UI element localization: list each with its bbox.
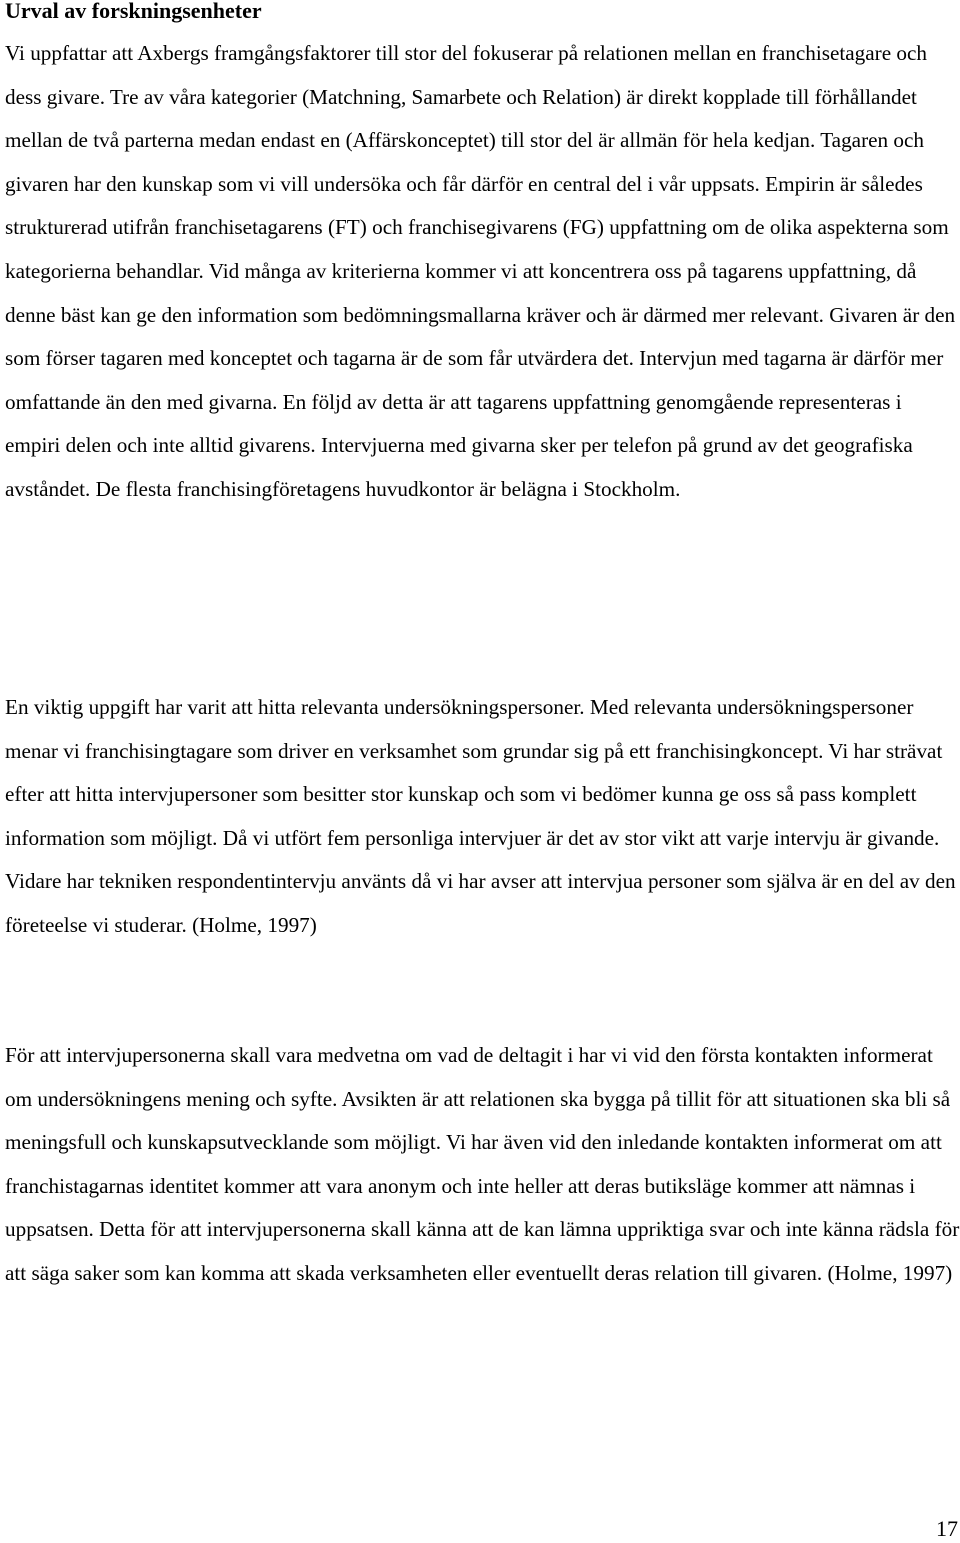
paragraph-ethics: För att intervjupersonerna skall vara medvetna om vad de deltagit i har vi vid den första kontakten informerat om undersökningens mening och syfte. Avsikten är att relationen ska bygga på tillit för att situationen ska bli så meningsfull och kunskapsutvecklande som möjligt. Vi har även vid den inledande kontakten informerat om att franchistagarnas identitet kommer att vara anonym och inte heller att deras butiksläge kommer att nämnas i uppsatsen. Detta för att intervjupersonerna skall känna att de kan lämna uppriktiga svar och inte känna rädsla för att säga saker som kan komma att skada verksamheten eller eventuellt deras relation till givaren. (Holme, 1997) xyxy=(5,1043,960,1285)
page-number: 17 xyxy=(936,1516,958,1541)
section-heading: Urval av forskningsenheter xyxy=(5,0,262,23)
paragraph-candidate-selection: Vi uppfattar att Axbergs framgångsfaktorer till stor del fokuserar på relationen mellan en franchisetagare och dess givare. Tre av våra kategorier (Matchning, Samarbete och Relation) är direkt kopplade till förhållandet mellan de två parterna medan endast en (Affärskonceptet) till stor del är allmän för hela kedjan. Tagaren och givaren har den kunskap som vi vill undersöka och får därför en central del i vår uppsats. Empirin är således strukturerad utifrån franchisetagarens (FT) och franchisegivarens (FG) uppfattning om de olika aspekterna som kategorierna behandlar. Vid många av kriterierna kommer vi att koncentrera oss på tagarens uppfattning, då denne bäst kan ge den information som bedömningsmallarna kräver och är därmed mer relevant. Givaren är den som förser tagaren med konceptet och tagarna är de som får utvärdera det. Intervjun med tagarna är därför mer omfattande än den med givarna. En följd av detta är att tagarens uppfattning genomgående representeras i empiri delen och inte alltid givarens. Intervjuerna med givarna sker per telefon på grund av det geografiska avståndet. De flesta franchisingföretagens huvudkontor är belägna i Stockholm. xyxy=(5,41,956,501)
paragraph-interviewees: En viktig uppgift har varit att hitta relevanta undersökningspersoner. Med relevanta undersökningspersoner menar vi franchisingtagare som driver en verksamhet som grundar sig på ett franchisingkoncept. Vi har strävat efter att hitta intervjupersoner som besitter stor kunskap och som vi bedömer kunna ge oss så pass komplett information som möjligt. Då vi utfört fem personliga intervjuer är det av stor vikt att varje intervju är givande. Vidare har tekniken respondentintervju använts då vi har avser att intervjua personer som själva är en del av den företeelse vi studerar. (Holme, 1997) xyxy=(5,695,956,937)
